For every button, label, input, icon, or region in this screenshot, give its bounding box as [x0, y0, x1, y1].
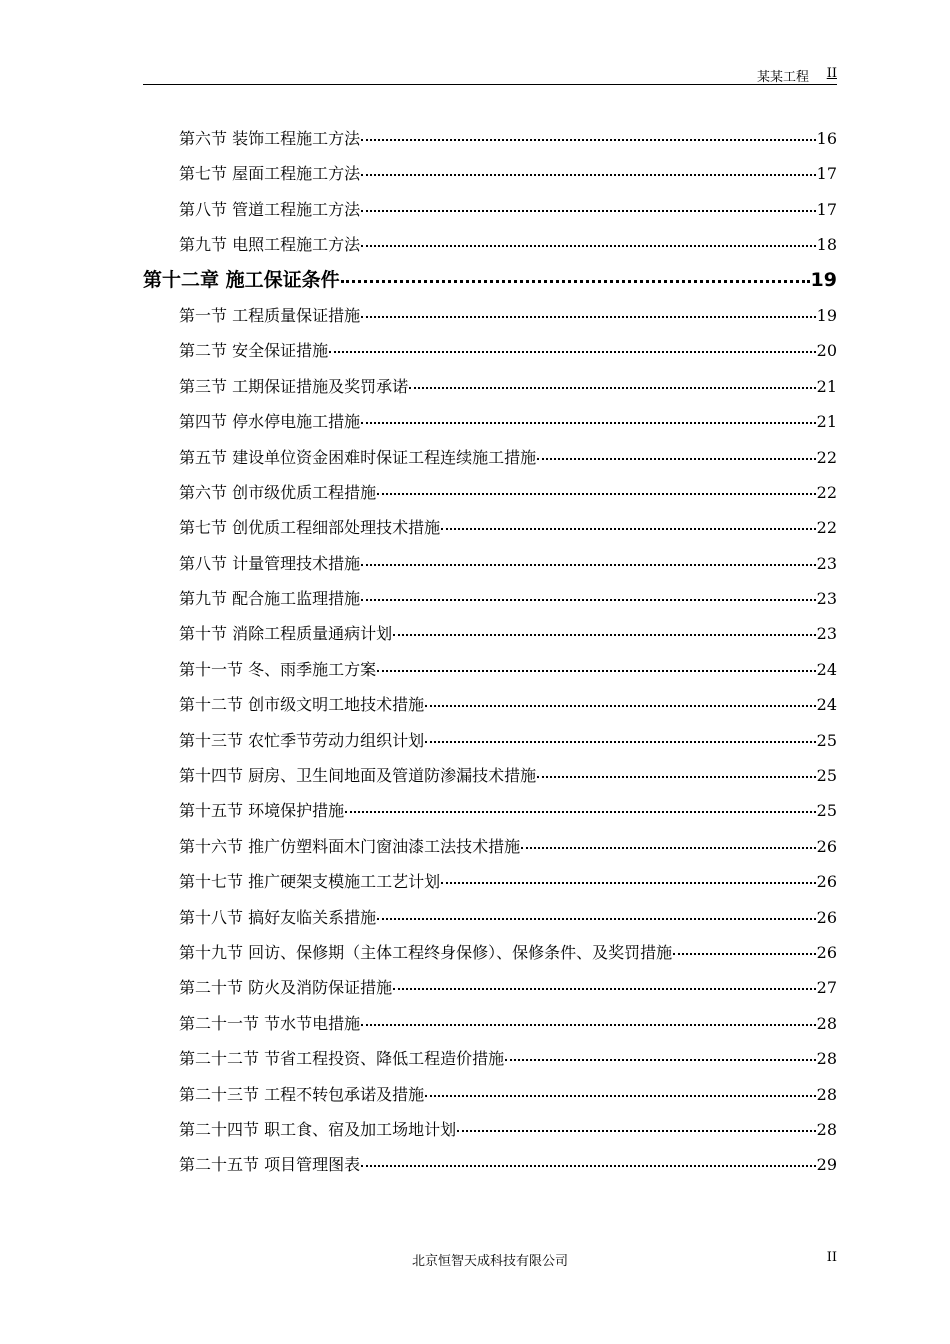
toc-section-entry[interactable] [143, 440, 837, 475]
toc-entry-label: 第十四节 厨房、卫生间地面及管道防渗漏技术措施 [179, 766, 537, 786]
toc-dot-leader [441, 866, 816, 884]
toc-section-entry[interactable] [143, 970, 837, 1005]
toc-entry-page: 25 [816, 730, 837, 750]
toc-section-entry[interactable] [143, 333, 837, 368]
toc-section-entry[interactable] [143, 1006, 837, 1041]
page-header [143, 64, 837, 85]
toc-entry-label: 第二十一节 节水节电措施 [179, 1013, 361, 1033]
toc-dot-leader [505, 1043, 816, 1061]
toc-entry-label: 第五节 建设单位资金困难时保证工程连续施工措施 [179, 447, 537, 467]
toc-entry-page: 26 [816, 942, 837, 962]
toc-entry-page: 28 [816, 1084, 837, 1104]
toc-dot-leader [345, 795, 816, 813]
toc-entry-label: 第十一节 冬、雨季施工方案 [179, 659, 377, 679]
toc-dot-leader [377, 477, 816, 495]
toc-dot-leader [361, 158, 816, 176]
toc-section-entry[interactable] [143, 793, 837, 828]
toc-section-entry[interactable] [143, 864, 837, 899]
toc-entry-page: 21 [816, 376, 837, 396]
toc-entry-label: 第六节 装饰工程施工方法 [179, 129, 361, 148]
toc-entry-label: 第九节 配合施工监理措施 [179, 589, 361, 609]
toc-entry-label: 第二节 安全保证措施 [179, 341, 329, 361]
toc-dot-leader [409, 371, 816, 389]
toc-entry-page: 18 [816, 235, 837, 255]
toc-section-entry[interactable] [143, 475, 837, 510]
toc-section-entry[interactable] [143, 298, 837, 333]
toc-dot-leader [341, 261, 810, 283]
toc-section-entry[interactable] [143, 829, 837, 864]
toc-entry-page: 23 [816, 553, 837, 573]
toc-section-entry[interactable] [143, 758, 837, 793]
toc-chapter-entry[interactable] [143, 263, 837, 298]
toc-entry-label: 第七节 屋面工程施工方法 [179, 164, 361, 184]
toc-entry-page: 21 [816, 412, 837, 432]
toc-entry-label: 第二十五节 项目管理图表 [179, 1155, 361, 1175]
toc-section-entry[interactable] [143, 652, 837, 687]
toc-entry-label: 第九节 电照工程施工方法 [179, 235, 361, 255]
toc-entry-page: 23 [816, 589, 837, 609]
toc-entry-label: 第六节 创市级优质工程措施 [179, 482, 377, 502]
toc-section-entry[interactable] [143, 900, 837, 935]
toc-entry-page: 26 [816, 836, 837, 856]
toc-section-entry[interactable] [143, 369, 837, 404]
toc-entry-label: 第三节 工期保证措施及奖罚承诺 [179, 376, 409, 396]
toc-entry-label: 第八节 计量管理技术措施 [179, 553, 361, 573]
toc-section-entry[interactable] [143, 510, 837, 545]
header-title: 某某工程 [756, 70, 809, 85]
toc-entry-page: 25 [816, 801, 837, 821]
toc-section-entry[interactable] [143, 1077, 837, 1112]
toc-entry-page: 17 [816, 199, 837, 219]
toc-section-entry[interactable] [143, 156, 837, 191]
toc-entry-page: 28 [816, 1013, 837, 1033]
toc-entry-label: 第十二节 创市级文明工地技术措施 [179, 695, 425, 715]
toc-entry-page: 24 [816, 659, 837, 679]
toc-entry-label: 第七节 创优质工程细部处理技术措施 [179, 518, 441, 538]
table-of-contents [143, 121, 837, 1183]
toc-dot-leader [361, 1149, 816, 1167]
toc-section-entry[interactable] [143, 227, 837, 262]
toc-section-entry[interactable] [143, 546, 837, 581]
toc-dot-leader [521, 831, 816, 849]
toc-entry-label: 第二十节 防火及消防保证措施 [179, 978, 393, 998]
toc-dot-leader [361, 1008, 816, 1026]
toc-entry-page: 26 [816, 907, 837, 927]
toc-entry-label: 第十六节 推广仿塑料面木门窗油漆工法技术措施 [179, 836, 521, 856]
toc-entry-page: 28 [816, 1119, 837, 1139]
toc-dot-leader [361, 123, 816, 141]
toc-dot-leader [537, 442, 816, 460]
toc-entry-label: 第八节 管道工程施工方法 [179, 199, 361, 219]
toc-dot-leader [361, 229, 816, 247]
toc-entry-label: 第十八节 搞好友临关系措施 [179, 907, 377, 927]
toc-entry-label: 第十节 消除工程质量通病计划 [179, 624, 393, 644]
toc-dot-leader [393, 618, 816, 636]
toc-entry-label: 第四节 停水停电施工措施 [179, 412, 361, 432]
toc-entry-label: 第十二章 施工保证条件 [143, 268, 340, 291]
footer-company: 北京恒智天成科技有限公司 [411, 1254, 568, 1269]
toc-entry-label: 第二十四节 职工食、宿及加工场地计划 [179, 1119, 457, 1139]
toc-entry-label: 第十七节 推广硬架支模施工工艺计划 [179, 872, 441, 892]
toc-entry-label: 第十九节 回访、保修期（主体工程终身保修）、保修条件、及奖罚措施 [179, 942, 673, 962]
toc-entry-page: 20 [816, 341, 837, 361]
toc-dot-leader [361, 194, 816, 212]
toc-entry-page: 28 [816, 1049, 837, 1069]
toc-entry-page: 16 [816, 129, 837, 148]
toc-dot-leader [673, 937, 816, 955]
toc-dot-leader [425, 689, 816, 707]
toc-section-entry[interactable] [143, 192, 837, 227]
toc-entry-label: 第十五节 环境保护措施 [179, 801, 345, 821]
toc-entry-page: 19 [810, 268, 837, 291]
toc-section-entry[interactable] [143, 581, 837, 616]
toc-dot-leader [361, 583, 816, 601]
toc-section-entry[interactable] [143, 1147, 837, 1182]
toc-dot-leader [537, 760, 816, 778]
toc-dot-leader [441, 512, 816, 530]
toc-entry-page: 23 [816, 624, 837, 644]
toc-section-entry[interactable] [143, 935, 837, 970]
toc-section-entry[interactable] [143, 1112, 837, 1147]
toc-entry-label: 第二十三节 工程不转包承诺及措施 [179, 1084, 425, 1104]
toc-entry-page: 27 [816, 978, 837, 998]
toc-dot-leader [361, 406, 816, 424]
toc-entry-page: 19 [816, 305, 837, 325]
toc-entry-page: 29 [816, 1155, 837, 1175]
toc-entry-label: 第十三节 农忙季节劳动力组织计划 [179, 730, 425, 750]
toc-section-entry[interactable] [143, 723, 837, 758]
toc-dot-leader [377, 902, 816, 920]
toc-entry-label: 第二十二节 节省工程投资、降低工程造价措施 [179, 1049, 505, 1069]
toc-entry-label: 第一节 工程质量保证措施 [179, 305, 361, 325]
toc-entry-page: 26 [816, 872, 837, 892]
toc-section-entry[interactable] [143, 121, 837, 156]
toc-dot-leader [361, 300, 816, 318]
toc-entry-page: 24 [816, 695, 837, 715]
toc-dot-leader [457, 1114, 816, 1132]
toc-dot-leader [425, 1079, 816, 1097]
toc-dot-leader [361, 548, 816, 566]
toc-entry-page: 22 [816, 482, 837, 502]
toc-section-entry[interactable] [143, 616, 837, 651]
footer-page-number: II [826, 1250, 837, 1265]
toc-entry-page: 22 [816, 518, 837, 538]
header-page-number: II [826, 66, 837, 81]
toc-entry-page: 25 [816, 766, 837, 786]
toc-dot-leader [393, 972, 816, 990]
toc-dot-leader [377, 654, 816, 672]
toc-entry-page: 22 [816, 447, 837, 467]
toc-entry-page: 17 [816, 164, 837, 184]
toc-section-entry[interactable] [143, 404, 837, 439]
toc-dot-leader [329, 335, 816, 353]
toc-dot-leader [425, 725, 816, 743]
toc-section-entry[interactable] [143, 687, 837, 722]
toc-section-entry[interactable] [143, 1041, 837, 1076]
